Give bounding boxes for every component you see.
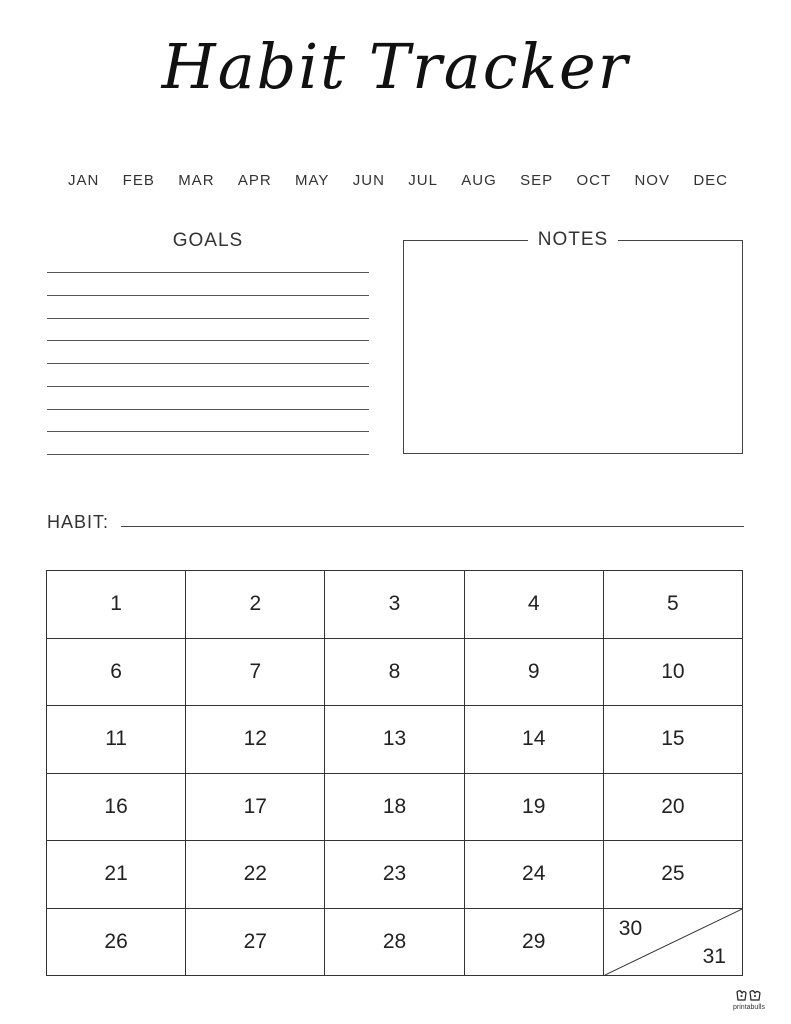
month-aug[interactable]: AUG	[461, 172, 497, 189]
day-number: 24	[522, 862, 546, 886]
day-number: 22	[243, 862, 267, 886]
notes-heading-label: NOTES	[528, 229, 618, 250]
day-number: 8	[388, 659, 401, 683]
goal-line[interactable]	[47, 295, 369, 318]
day-number: 18	[382, 794, 407, 818]
day-number: 6	[110, 659, 122, 683]
day-cell[interactable]	[47, 571, 186, 639]
printabulls-logo-icon	[734, 988, 764, 1004]
goal-line[interactable]	[47, 340, 369, 363]
goal-line[interactable]	[47, 431, 369, 454]
day-cell[interactable]	[47, 841, 186, 909]
day-number: 15	[661, 727, 685, 751]
goal-line[interactable]	[47, 409, 369, 432]
day-cell[interactable]	[604, 571, 743, 639]
month-jul[interactable]: JUL	[408, 172, 438, 189]
printabulls-logo	[728, 988, 770, 1012]
month-feb[interactable]: FEB	[122, 172, 155, 189]
day-cell[interactable]	[465, 841, 604, 909]
day-cell[interactable]	[47, 706, 186, 774]
day-cell[interactable]	[465, 774, 604, 842]
day-cell[interactable]	[186, 706, 325, 774]
month-may[interactable]: MAY	[295, 172, 330, 189]
day-number: 20	[661, 794, 685, 818]
month-nov[interactable]: NOV	[634, 172, 670, 189]
day-cell[interactable]	[465, 571, 604, 639]
day-number: 5	[667, 592, 679, 616]
day-cell[interactable]	[186, 774, 325, 842]
day-number: 17	[243, 794, 267, 818]
day-cell[interactable]	[47, 774, 186, 842]
day-cell[interactable]	[465, 639, 604, 707]
day-number: 29	[522, 929, 546, 953]
day-cell[interactable]	[186, 909, 325, 977]
day-number: 12	[243, 727, 267, 751]
day-number: 14	[522, 727, 546, 751]
day-number: 30	[618, 916, 643, 940]
day-grid	[46, 570, 743, 976]
day-cell[interactable]	[604, 774, 743, 842]
month-selector	[68, 172, 728, 189]
day-cell[interactable]	[325, 571, 464, 639]
day-cell[interactable]	[325, 909, 464, 977]
day-number: 10	[661, 659, 685, 683]
day-number: 25	[661, 862, 685, 886]
day-cell[interactable]	[325, 639, 464, 707]
goal-line[interactable]	[47, 272, 369, 295]
day-cell[interactable]	[604, 639, 743, 707]
logo-text: printabulls	[733, 1004, 765, 1011]
goal-line[interactable]	[47, 386, 369, 409]
day-number: 9	[527, 659, 540, 683]
day-number: 23	[382, 862, 407, 886]
day-number: 21	[104, 862, 128, 886]
day-number: 19	[522, 794, 546, 818]
day-cell[interactable]	[186, 571, 325, 639]
notes-box[interactable]	[403, 229, 743, 454]
day-number: 3	[388, 592, 401, 616]
month-oct[interactable]: OCT	[576, 172, 612, 189]
day-cell[interactable]	[325, 841, 464, 909]
day-cell-split[interactable]	[604, 909, 743, 977]
day-number: 27	[243, 929, 267, 953]
habit-input-line[interactable]	[121, 526, 744, 527]
month-jun[interactable]: JUN	[352, 172, 385, 189]
day-number: 16	[104, 794, 128, 818]
day-number: 1	[110, 592, 122, 616]
day-cell[interactable]	[47, 909, 186, 977]
day-cell[interactable]	[186, 639, 325, 707]
day-cell[interactable]	[47, 639, 186, 707]
day-cell[interactable]	[604, 841, 743, 909]
day-number: 28	[382, 929, 407, 953]
day-number: 31	[702, 945, 726, 968]
day-cell[interactable]	[465, 706, 604, 774]
month-sep[interactable]: SEP	[520, 172, 554, 189]
goals-lines	[47, 272, 369, 477]
habit-label: HABIT:	[47, 512, 110, 532]
month-jan[interactable]: JAN	[68, 172, 100, 189]
day-number: 26	[104, 929, 128, 953]
day-number: 4	[527, 592, 540, 616]
day-cell[interactable]	[186, 841, 325, 909]
day-number: 2	[249, 592, 262, 616]
day-number: 13	[382, 727, 407, 751]
day-number: 7	[249, 659, 262, 683]
day-number: 11	[105, 727, 127, 751]
month-dec[interactable]: DEC	[693, 172, 728, 189]
goal-line[interactable]	[47, 363, 369, 386]
notes-heading	[404, 229, 742, 251]
day-cell[interactable]	[325, 706, 464, 774]
day-cell[interactable]	[465, 909, 604, 977]
goal-line[interactable]	[47, 454, 369, 477]
day-cell[interactable]	[604, 706, 743, 774]
month-mar[interactable]: MAR	[178, 172, 215, 189]
goal-line[interactable]	[47, 318, 369, 341]
month-apr[interactable]: APR	[237, 172, 272, 189]
day-cell[interactable]	[325, 774, 464, 842]
goals-heading: GOALS	[172, 230, 244, 251]
page-title: Habit Tracker	[161, 30, 630, 103]
